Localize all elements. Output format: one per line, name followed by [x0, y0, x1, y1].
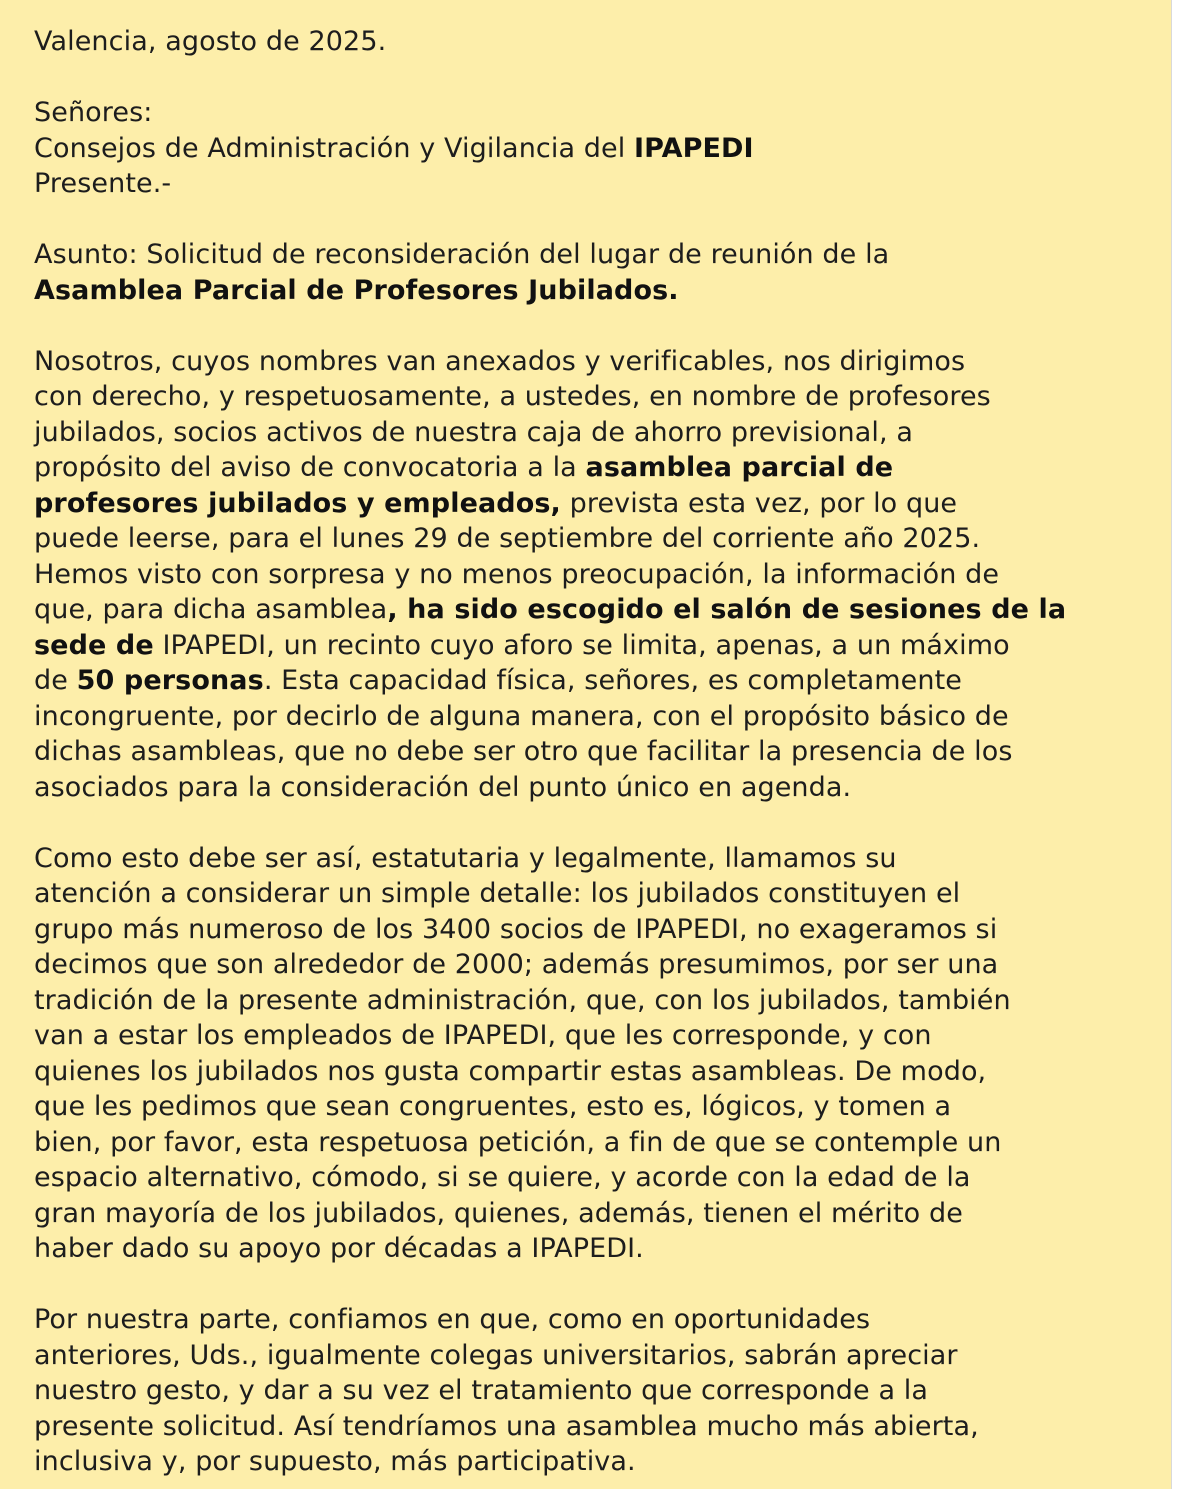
paragraph-2 — [34, 841, 1164, 1267]
spacer — [34, 60, 1164, 96]
bold-run: 50 personas — [76, 665, 264, 696]
paragraph-line — [34, 663, 1164, 699]
paragraph-line: asociados para la consideración del punto único en agenda. — [34, 771, 852, 803]
paragraph-line: Como esto debe ser así, estatutaria y legalmente, llamamos su — [34, 842, 897, 874]
text-run: prevista esta vez, por lo que — [560, 487, 958, 519]
paragraph-line: puede leerse, para el lunes 29 de septiembre del corriente año 2025. — [34, 523, 981, 554]
paragraph-line: anteriores, Uds., igualmente colegas universitarios, sabrán apreciar — [34, 1339, 958, 1371]
paragraph-line: gran mayoría de los jubilados, quienes, además, tienen el mérito de — [34, 1197, 963, 1229]
paragraph-line: Nosotros, cuyos nombres van anexados y verificables, nos dirigimos — [34, 345, 966, 377]
paragraph-line: incongruente, por decirlo de alguna manera, con el propósito básico de — [34, 700, 1009, 732]
text-run: que, para dicha asamblea — [34, 594, 388, 625]
addressee — [34, 131, 1164, 167]
paragraph-line: dichas asambleas, que no debe ser otro que facilitar la presencia de los — [34, 736, 1013, 767]
paragraph-3 — [34, 1302, 1164, 1480]
text-run: . Esta capacidad física, señores, es completamente — [263, 665, 962, 696]
paragraph-line: con derecho, y respetuosamente, a ustedes, en nombre de profesores — [34, 381, 991, 412]
paragraph-line — [34, 592, 1164, 628]
paragraph-line: atención a considerar un simple detalle: los jubilados constituyen el — [34, 878, 961, 909]
spacer — [34, 805, 1164, 841]
paragraph-line — [34, 450, 1164, 486]
subject-line: Asunto: Solicitud de reconsideración del lugar de reunión de la — [34, 239, 890, 270]
paragraph-line: que les pedimos que sean congruentes, esto es, lógicos, y tomen a — [34, 1091, 952, 1122]
paragraph-line: Por nuestra parte, confiamos en que, como en oportunidades — [34, 1304, 871, 1335]
paragraph-line — [34, 628, 1164, 664]
paragraph-1 — [34, 344, 1164, 806]
paragraph-line: bien, por favor, esta respetuosa petición, a fin de que se contemple un — [34, 1126, 1002, 1158]
letter-body — [34, 24, 1164, 1480]
paragraph-line: van a estar los empleados de IPAPEDI, que les corresponde, y con — [34, 1020, 932, 1051]
text-run: IPAPEDI, un recinto cuyo aforo se limita, apenas, a un máximo — [153, 629, 1010, 661]
spacer — [34, 1267, 1164, 1303]
subject-title-text: Asamblea Parcial de Profesores Jubilados. — [34, 274, 679, 306]
paragraph-line: Hemos visto con sorpresa y no menos preocupación, la información de — [34, 558, 1000, 590]
letter-date: Valencia, agosto de 2025. — [34, 26, 387, 57]
bold-run: asamblea parcial de — [585, 452, 894, 483]
bold-run: , ha sido escogido el salón de sesiones de la — [387, 594, 1067, 625]
paragraph-line: nuestro gesto, y dar a su vez el tratamiento que corresponde a la — [34, 1375, 929, 1406]
paragraph-line: decimos que son alrededor de 2000; además presumimos, por ser una — [34, 949, 999, 980]
bold-run: sede de — [34, 629, 154, 661]
paragraph-line: tradición de la presente administración, que, con los jubilados, también — [34, 984, 1011, 1016]
paragraph-line: haber dado su apoyo por décadas a IPAPEDI. — [34, 1233, 644, 1264]
text-run: propósito del aviso de convocatoria a la — [34, 452, 586, 483]
paragraph-line: jubilados, socios activos de nuestra caja de ahorro previsional, a — [34, 416, 914, 448]
spacer — [34, 308, 1164, 344]
addressee-org: IPAPEDI — [634, 132, 754, 164]
paragraph-line — [34, 486, 1164, 522]
paragraph-line: espacio alternativo, cómodo, si se quiere, y acorde con la edad de la — [34, 1162, 971, 1193]
paragraph-line: inclusiva y, por supuesto, más participativa. — [34, 1446, 636, 1477]
presente: Presente.- — [34, 168, 172, 199]
paragraph-line: grupo más numeroso de los 3400 socios de IPAPEDI, no exageramos si — [34, 913, 998, 945]
subject-title — [34, 273, 1164, 309]
text-run: de — [34, 665, 77, 696]
paragraph-line: presente solicitud. Así tendríamos una asamblea mucho más abierta, — [34, 1410, 979, 1442]
addressee-prefix: Consejos de Administración y Vigilancia del — [34, 132, 635, 164]
spacer — [34, 202, 1164, 238]
bold-run: profesores jubilados y empleados, — [34, 487, 561, 519]
salutation: Señores: — [34, 97, 153, 128]
paragraph-line: quienes los jubilados nos gusta compartir estas asambleas. De modo, — [34, 1055, 987, 1087]
